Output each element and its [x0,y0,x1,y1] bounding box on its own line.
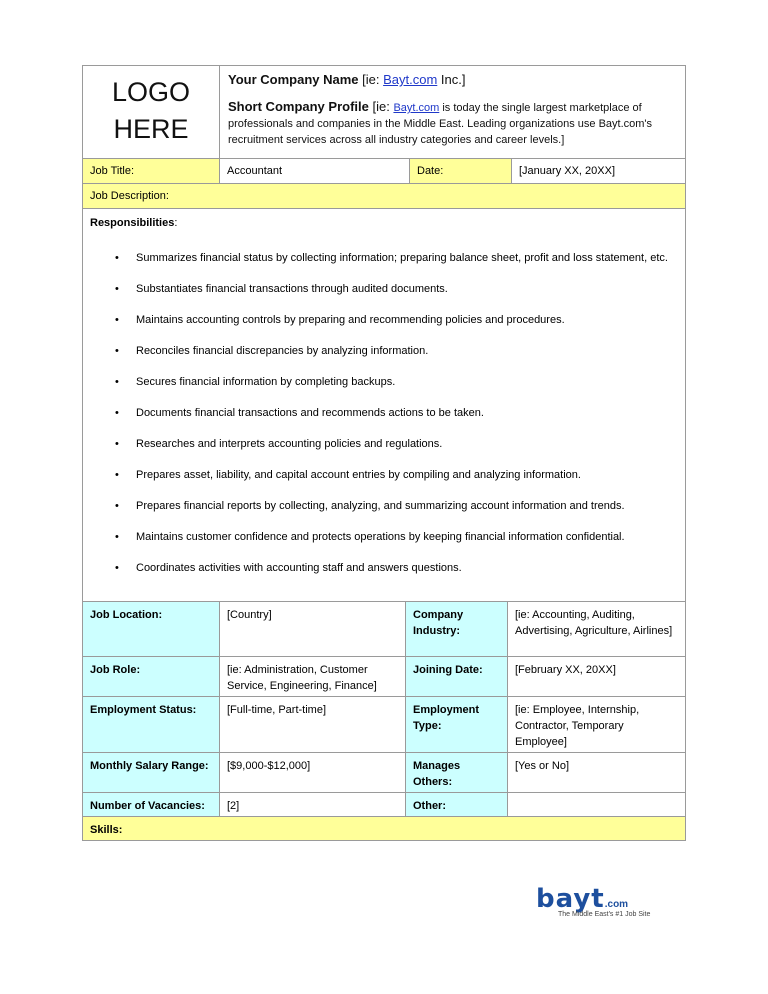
bayt-logo [536,886,676,922]
responsibility-text: Researches and interprets accounting policies and regulations. [136,438,443,450]
responsibility-text: Prepares financial reports by collecting, analyzing, and summarizing account information and trends. [136,500,625,512]
responsibility-text: Reconciles financial discrepancies by analyzing information. [136,345,429,357]
salary-value-cell[interactable]: [$9,000-$12,000] [220,753,406,793]
responsibility-item [115,436,677,452]
responsibility-text: Substantiates financial transactions through audited documents. [136,283,448,295]
joining-label-cell: Joining Date: [406,657,508,697]
status-value-cell[interactable]: [Full-time, Part-time] [220,697,406,753]
manages-label-cell: Manages Others: [406,753,508,793]
responsibility-item [115,250,677,266]
joining-value-cell[interactable]: [February XX, 20XX] [508,657,686,697]
responsibility-item [115,498,677,514]
role-label-cell: Job Role: [83,657,220,697]
bullet-icon: • [115,345,119,357]
industry-value-cell[interactable]: [ie: Accounting, Auditing, Advertising, Agriculture, Airlines] [508,602,686,657]
job-title-label-cell: Job Title: [83,159,220,184]
type-value-cell[interactable]: [ie: Employee, Internship, Contractor, Temporary Employee] [508,697,686,753]
bullet-icon: • [115,531,119,543]
logo-line-2: HERE [113,114,189,144]
bullet-icon: • [115,438,119,450]
bayt-logo-word: bayt [536,884,605,914]
responsibilities-heading: Responsibilities: [90,217,178,229]
vacancies-value-cell[interactable]: [2] [220,793,406,817]
responsibility-text: Documents financial transactions and recommends actions to be taken. [136,407,484,419]
location-label-cell: Job Location: [83,602,220,657]
type-label-cell: Employment Type: [406,697,508,753]
company-info [220,66,686,159]
bullet-icon: • [115,376,119,388]
role-value-cell[interactable]: [ie: Administration, Customer Service, Engineering, Finance] [220,657,406,697]
other-label-cell: Other: [406,793,508,817]
profile-link[interactable]: Bayt.com [393,102,440,114]
job-title-value-cell[interactable]: Accountant [220,159,410,184]
details-table [82,601,686,841]
job-description-form [82,65,685,841]
location-value-cell[interactable]: [Country] [220,602,406,657]
date-label-cell: Date: [410,159,512,184]
bayt-logo-tagline: The Middle East's #1 Job Site [558,911,651,918]
bullet-icon: • [115,407,119,419]
date-value-cell[interactable]: [January XX, 20XX] [512,159,686,184]
bayt-logo-com: .com [604,899,629,910]
responsibility-text: Summarizes financial status by collecting information; preparing balance sheet, profit and loss statement, etc. [136,252,668,264]
skills-label-cell: Skills: [83,817,686,841]
bullet-icon: • [115,500,119,512]
responsibility-item [115,281,677,297]
responsibility-text: Coordinates activities with accounting staff and answers questions. [136,562,462,574]
header-table [82,65,686,602]
responsibility-item [115,405,677,421]
responsibility-item [115,529,677,545]
responsibility-text: Secures financial information by completing backups. [136,376,396,388]
responsibility-item [115,312,677,328]
manages-value-cell[interactable]: [Yes or No] [508,753,686,793]
company-name-link[interactable]: Bayt.com [383,72,438,87]
bullet-icon: • [115,283,119,295]
vacancies-label-cell: Number of Vacancies: [83,793,220,817]
company-name: Your Company Name [ie: Bayt.com Inc.] [228,72,466,87]
logo-line-1: LOGO [111,77,191,107]
responsibility-text: Maintains accounting controls by preparing and recommending policies and procedures. [136,314,565,326]
responsibility-item [115,374,677,390]
responsibility-text: Prepares asset, liability, and capital account entries by compiling and analyzing information. [136,469,581,481]
logo-placeholder [83,66,220,159]
responsibility-item [115,467,677,483]
industry-label-cell: Company Industry: [406,602,508,657]
bullet-icon: • [115,252,119,264]
responsibility-item [115,560,677,576]
status-label-cell: Employment Status: [83,697,220,753]
salary-label-cell: Monthly Salary Range: [83,753,220,793]
other-value-cell[interactable] [508,793,686,817]
bullet-icon: • [115,562,119,574]
responsibilities-cell [83,209,686,602]
job-description-label-cell: Job Description: [83,184,686,209]
bullet-icon: • [115,314,119,326]
responsibilities-list [90,250,677,576]
bullet-icon: • [115,469,119,481]
responsibility-item [115,343,677,359]
responsibility-text: Maintains customer confidence and protects operations by keeping financial information confidential. [136,531,625,543]
company-profile: Short Company Profile [ie: Bayt.com is today the single largest marketplace of professionals and companies in the Middle East. Leading organizations use Bayt.com's recruitment services across all industry categories and career levels.] [228,99,653,146]
